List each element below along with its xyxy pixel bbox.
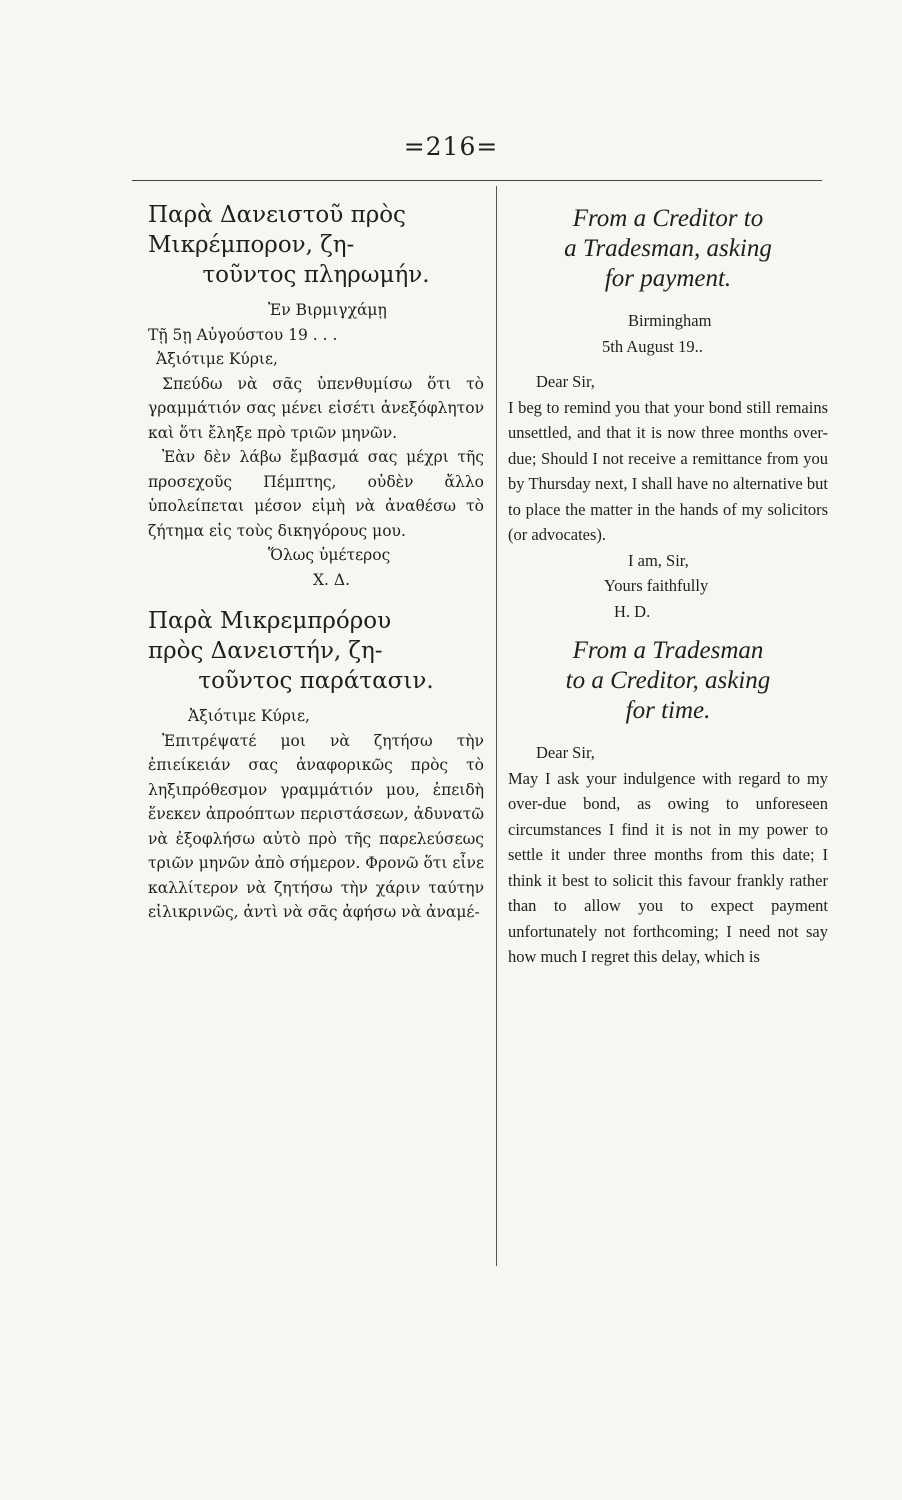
greek-letter2-body <box>148 704 484 925</box>
greek-letter1-closing: Ὅλως ὑμέτερος <box>268 546 391 564</box>
greek-letter1-salutation: Ἀξιότιμε Κύριε, <box>156 350 278 368</box>
heading-line: τοῦντος πληρωμήν. <box>202 262 430 288</box>
heading-line: for time. <box>625 697 711 724</box>
greek-letter2-salutation: Ἀξιότιμε Κύριε, <box>188 707 310 725</box>
heading-line: From a Tradesman <box>572 637 764 664</box>
top-rule <box>132 180 822 181</box>
english-letter1-salutation: Dear Sir, <box>536 372 595 391</box>
english-column <box>508 200 828 970</box>
greek-letter2-paragraph: Ἐπιτρέψατέ μοι νὰ ζητήσω τὴν ἐπιείκειάν σας ἀναφορικῶς πρὸς τὸ ληξιπρόθεσμον γραμμάτιόν μου, ἐπειδὴ ἕνεκεν ἀπροόπτων περιστάσεων, ἀδυνατῶ νὰ ἐξοφλήσω αὐτὸ πρὸ τῆς παρελεύσεως τριῶν μηνῶν ἀπὸ σήμερον. Φρονῶ ὅτι εἶνε καλλίτερον νὰ ζητήσω τὴν χάριν ταύτην εἰλικρινῶς, ἀντὶ νὰ σᾶς ἀφήσω νὰ ἀναμέ- <box>148 731 484 921</box>
english-letter1-heading <box>508 204 828 294</box>
heading-line: to a Creditor, asking <box>565 667 771 694</box>
greek-letter1-paragraph: Σπεύδω νὰ σᾶς ὑπενθυμίσω ὅτι τὸ γραμμάτιόν σας μένει εἰσέτι ἀνεξόφλητον καὶ ὅτι ἔληξε πρὸ τριῶν μηνῶν. <box>148 374 484 442</box>
english-letter2-salutation: Dear Sir, <box>536 743 595 762</box>
page-number: =216= <box>403 132 499 161</box>
greek-letter1-signature: Χ. Δ. <box>313 570 351 589</box>
english-letter1-closing: Yours faithfully <box>604 576 709 595</box>
english-letter1-place: Birmingham <box>628 311 712 330</box>
greek-letter1-place: Ἐν Βιρμιγχάμῃ <box>268 301 387 319</box>
greek-letter1-body <box>148 298 484 592</box>
greek-letter1-date: Τῇ 5ῃ Αὐγούστου 19 . . . <box>148 325 338 344</box>
english-letter2-body <box>508 740 828 970</box>
english-letter1-paragraph: I beg to remind you that your bond still remains unsettled, and that it is now three months over-due; Should I not receive a remittance from you by Thursday next, I shall have no alternative but to place the matter in the hands of my solicitors (or advocates). <box>508 397 828 544</box>
greek-letter1-heading <box>148 200 484 290</box>
english-letter1-body <box>508 308 828 624</box>
english-letter2-heading <box>508 636 828 726</box>
column-divider <box>496 186 497 1266</box>
heading-line: Μικρέμπορον, ζη- <box>148 232 355 258</box>
heading-line: Παρὰ Δανειστοῦ πρὸς <box>148 202 406 228</box>
heading-line: for payment. <box>604 265 732 292</box>
english-letter1-closing: I am, Sir, <box>628 550 689 570</box>
greek-column <box>148 200 484 925</box>
heading-line: πρὸς Δανειστήν, ζη- <box>148 638 383 664</box>
english-letter1-signature: H. D. <box>614 601 651 621</box>
heading-line: Παρὰ Μικρεμπρόρου <box>148 608 392 634</box>
english-letter2-paragraph: May I ask your indulgence with regard to my over-due bond, as owing to unforeseen circumstances I find it is not in my power to settle it under three months from this date; I think it best to solicit this favour frankly rather than to allow you to expect payment unfortunately not forthcoming; I need not say how much I regret this delay, which is <box>508 768 828 966</box>
greek-letter2-heading <box>148 606 484 696</box>
heading-line: From a Creditor to <box>572 205 764 232</box>
greek-letter1-paragraph: Ἐὰν δὲν λάβω ἔμβασμά σας μέχρι τῆς προσεχοῦς Πέμπτης, οὐδὲν ἄλλο ὑπολείπεται μέσον εἰμὴ νὰ ἀναθέσω τὸ ζήτημα εἰς τοὺς δικηγόρους μου. <box>148 448 484 540</box>
heading-line: a Tradesman, asking <box>564 235 772 262</box>
heading-line: τοῦντος παράτασιν. <box>198 668 434 694</box>
english-letter1-date: 5th August 19.. <box>602 336 703 356</box>
